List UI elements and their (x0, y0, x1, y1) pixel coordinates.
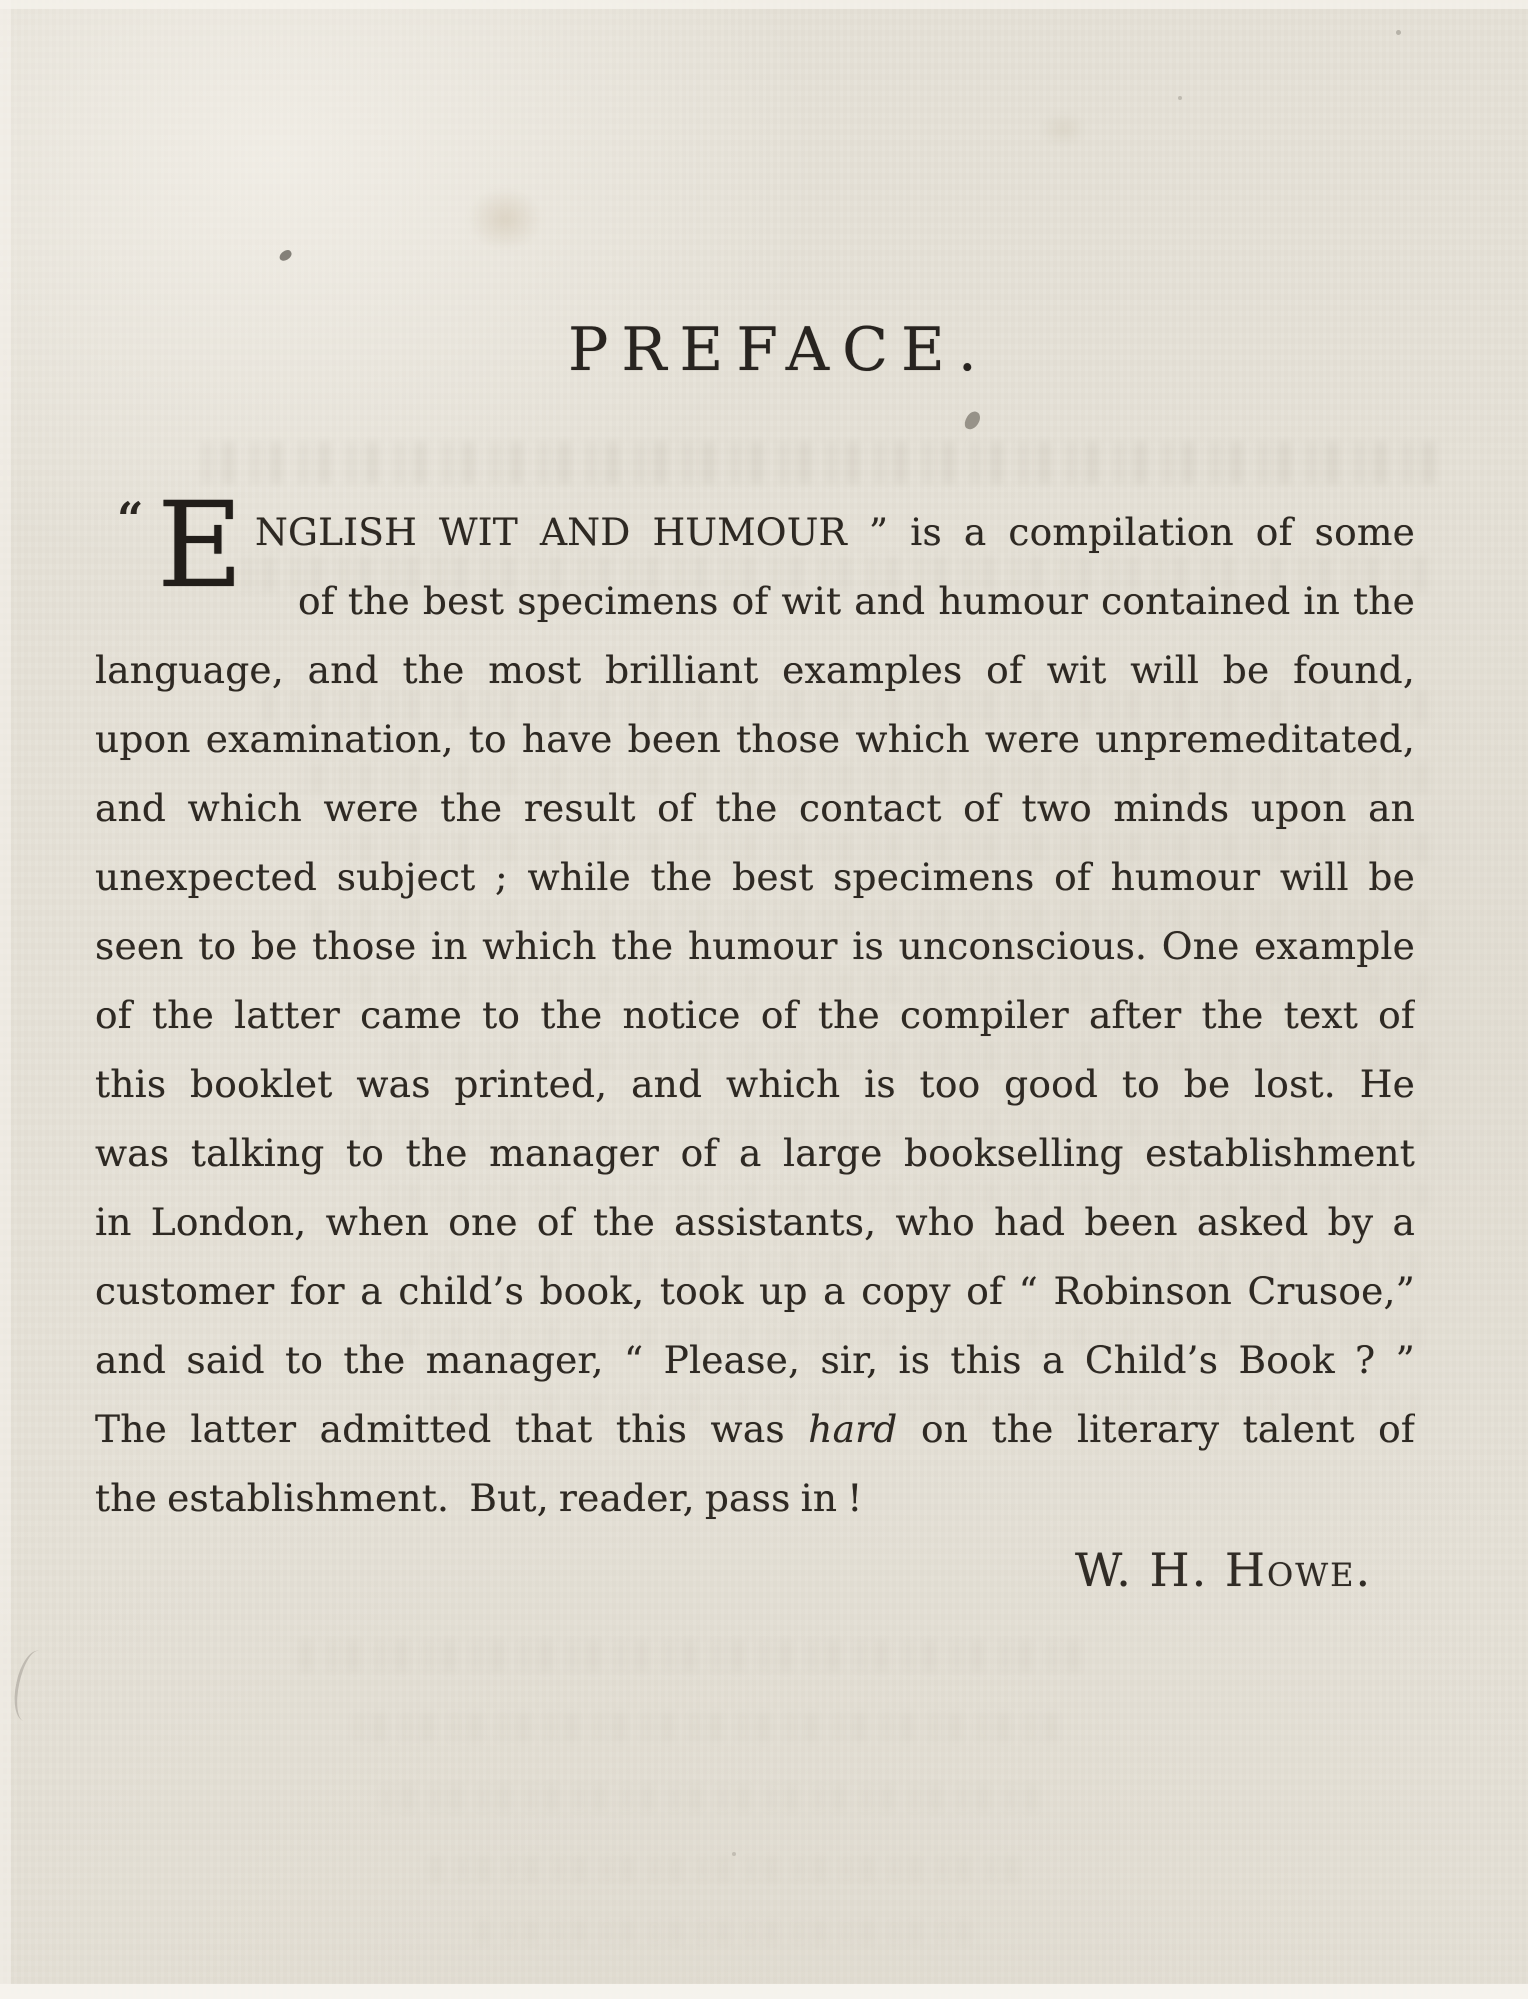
italic-word: hard (808, 1407, 898, 1451)
paper-speck (1396, 30, 1401, 35)
page-title: PREFACE. (568, 315, 990, 385)
author-signature: W. H. Howe. (1075, 1543, 1373, 1597)
paper-stain (468, 188, 542, 250)
page-edge-left (0, 0, 11, 1999)
ghost-bleedthrough (420, 1856, 1018, 1882)
paragraph-line: and which were the result of the contact of two minds upon an (95, 786, 1415, 830)
paragraph-line: the establishment. But, reader, pass in ! (95, 1476, 863, 1520)
paper-speck (1178, 96, 1182, 100)
drop-cap: E (157, 476, 244, 614)
paragraph-line: language, and the most brilliant examples of wit will be found, (95, 648, 1415, 692)
paragraph-line: this booklet was printed, and which is too good to be lost. He (95, 1062, 1415, 1106)
ink-mark (278, 248, 294, 262)
page-edge-top (0, 0, 1528, 9)
ghost-bleedthrough (340, 1712, 1058, 1742)
paper-speck (732, 1852, 736, 1856)
ink-mark (9, 1648, 54, 1725)
ink-mark (963, 409, 983, 432)
paper-stain (1040, 112, 1086, 146)
ghost-bleedthrough (380, 1784, 1038, 1812)
ghost-bleedthrough (468, 1920, 970, 1944)
paragraph-line (95, 1395, 1415, 1464)
paragraph-line: seen to be those in which the humour is unconscious. One example (95, 924, 1415, 968)
paragraph-line: NGLISH WIT AND HUMOUR ” is a compilation of some (255, 510, 1415, 554)
line-text: on the literary talent of (897, 1407, 1415, 1451)
paragraph-line: customer for a child’s book, took up a copy of “ Robinson Crusoe,” (95, 1269, 1415, 1313)
paragraph-line: and said to the manager, “ Please, sir, is this a Child’s Book ? ” (95, 1338, 1415, 1382)
paragraph-line: upon examination, to have been those which were unpremeditated, (95, 717, 1415, 761)
line-text: The latter admitted that this was (95, 1407, 809, 1451)
page-edge-bottom (0, 1984, 1528, 1999)
paragraph-line: in London, when one of the assistants, who had been asked by a (95, 1200, 1415, 1244)
paragraph-line: of the latter came to the notice of the compiler after the text of (95, 993, 1415, 1037)
paragraph-line: of the best specimens of wit and humour contained in the (298, 579, 1415, 623)
ghost-bleedthrough (300, 1640, 1080, 1672)
opening-quote: “ (117, 492, 144, 546)
ghost-bleedthrough (195, 442, 1435, 484)
paragraph-line: was talking to the manager of a large bookselling establishment (95, 1131, 1415, 1175)
preface-paragraph (95, 476, 1415, 1533)
paragraph-line: unexpected subject ; while the best specimens of humour will be (95, 855, 1415, 899)
